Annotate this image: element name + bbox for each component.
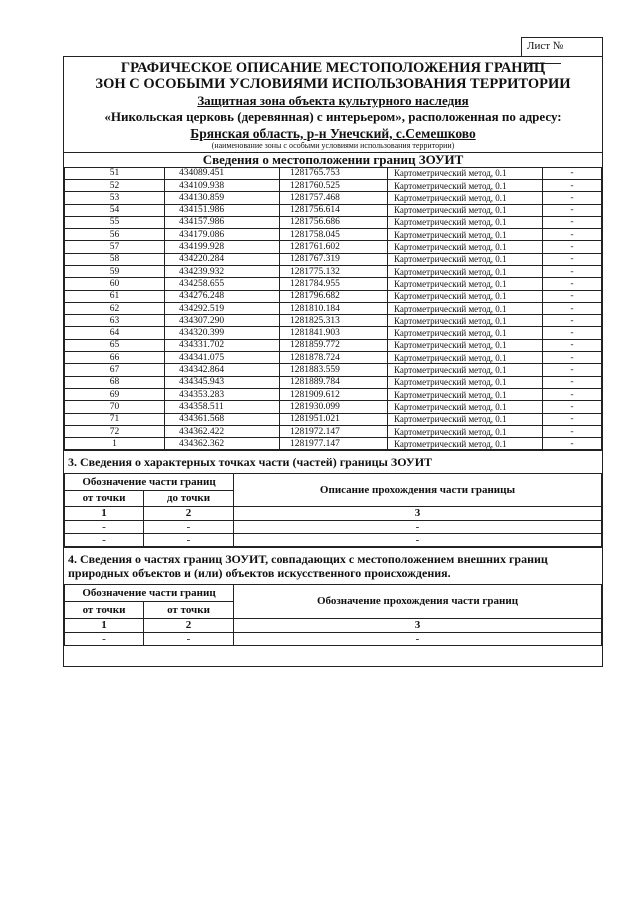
zone-type: Защитная зона объекта культурного наследия [197,93,469,109]
table-cell: - [543,401,602,413]
table-cell: 1281796.682 [280,290,388,302]
document-header [64,60,602,151]
table-cell: 434320.399 [165,327,280,339]
table-cell: 1281883.559 [280,364,388,376]
table-cell: - [543,327,602,339]
table-cell: 434307.290 [165,315,280,327]
table-cell: 434239.932 [165,266,280,278]
table-cell: 57 [65,241,165,253]
table-cell: Картометрический метод, 0.1 [388,376,543,388]
table-cell: 434151.986 [165,204,280,216]
table-cell: - [543,290,602,302]
table-cell: Картометрический метод, 0.1 [388,327,543,339]
table-cell: Картометрический метод, 0.1 [388,192,543,204]
table-cell: 53 [65,192,165,204]
title-line-1: ГРАФИЧЕСКОЕ ОПИСАНИЕ МЕСТОПОЛОЖЕНИЯ ГРАНИЦ [120,60,546,76]
table-cell: - [543,192,602,204]
table-cell: 1281972.147 [280,425,388,437]
table-cell: 63 [65,315,165,327]
table-cell: 67 [65,364,165,376]
section3-group-header: Обозначение части границ [65,473,234,490]
table-cell: 1281977.147 [280,438,388,450]
table-row [65,302,602,314]
table-cell: 66 [65,352,165,364]
table-row [65,352,602,364]
table-cell: 1281930.099 [280,401,388,413]
table-cell: - [543,339,602,351]
table-cell: 434341.075 [165,352,280,364]
table-cell: 434109.938 [165,179,280,191]
table-cell: Картометрический метод, 0.1 [388,179,543,191]
table-cell: 434179.086 [165,229,280,241]
table-cell: Картометрический метод, 0.1 [388,388,543,400]
table-cell: 70 [65,401,165,413]
table-cell: Картометрический метод, 0.1 [388,241,543,253]
table-row [65,253,602,265]
table-cell: - [543,167,602,179]
table-cell: - [543,413,602,425]
table-cell: 434089.451 [165,167,280,179]
table-cell: 1281756.614 [280,204,388,216]
table-row [65,327,602,339]
table-cell: Картометрический метод, 0.1 [388,266,543,278]
section4-num-3: 3 [234,618,602,632]
table-cell: 1281775.132 [280,266,388,278]
table-cell: Картометрический метод, 0.1 [388,204,543,216]
table-cell: 434361.568 [165,413,280,425]
table-cell: 1281761.602 [280,241,388,253]
table-row [65,290,602,302]
table-cell: 62 [65,302,165,314]
table-row [65,266,602,278]
table-row [65,278,602,290]
table-cell: 434353.283 [165,388,280,400]
section3-col-from: от точки [65,490,144,506]
table-cell: - [543,216,602,228]
section4-col-to: от точки [144,601,234,618]
table-cell: 434342.864 [165,364,280,376]
table-row [65,229,602,241]
table-row [65,315,602,327]
title-line-2: ЗОН С ОСОБЫМИ УСЛОВИЯМИ ИСПОЛЬЗОВАНИЯ ТЕРРИТОРИИ [95,76,571,93]
table-row [65,413,602,425]
table-cell: - [543,278,602,290]
table-row [65,241,602,253]
table-cell: 1281810.184 [280,302,388,314]
sheet-label: Лист № [527,40,564,52]
table-cell: - [234,632,602,645]
table-cell: 60 [65,278,165,290]
table-cell: 1281889.784 [280,376,388,388]
table-cell: - [65,520,144,533]
table-cell: - [543,253,602,265]
table-cell: - [543,364,602,376]
table-cell: 54 [65,204,165,216]
section4-desc-header: Обозначение прохождения части границ [234,584,602,618]
table-cell: 1281756.686 [280,216,388,228]
section4-table [64,584,602,646]
table-cell: 434258.655 [165,278,280,290]
table-cell: 434292.519 [165,302,280,314]
table-cell: - [543,425,602,437]
table-row [65,339,602,351]
table-cell: Картометрический метод, 0.1 [388,290,543,302]
table-cell: Картометрический метод, 0.1 [388,167,543,179]
table-row [65,438,602,450]
coordinates-table [64,167,602,451]
table-cell: - [543,302,602,314]
table-cell: - [234,520,602,533]
table-row [65,425,602,437]
table-cell: 434199.928 [165,241,280,253]
table-cell: 55 [65,216,165,228]
table-cell: 68 [65,376,165,388]
table-cell: 1281767.319 [280,253,388,265]
table-cell: 1281951.021 [280,413,388,425]
table-cell: 71 [65,413,165,425]
table-cell: Картометрический метод, 0.1 [388,216,543,228]
table-cell: - [234,533,602,546]
table-cell: Картометрический метод, 0.1 [388,229,543,241]
table-cell: 1281841.903 [280,327,388,339]
table-cell: 434276.248 [165,290,280,302]
table-cell: 434220.284 [165,253,280,265]
section4-col-from: от точки [65,601,144,618]
table-cell: 61 [65,290,165,302]
table-cell: 434130.859 [165,192,280,204]
sheet-number-box [521,37,603,57]
table-cell: - [65,533,144,546]
section4-title: 4. Сведения о частях границ ЗОУИТ, совпадающих с местоположением внешних границ природных объектов и (или) объектов искусственного происхождения. [64,547,602,584]
section3-table [64,473,602,547]
table-cell: - [144,533,234,546]
table-cell: 56 [65,229,165,241]
table-cell: Картометрический метод, 0.1 [388,339,543,351]
table-row [65,167,602,179]
table-cell: 64 [65,327,165,339]
table-cell: Картометрический метод, 0.1 [388,352,543,364]
table-cell: 1281757.468 [280,192,388,204]
table-cell: 72 [65,425,165,437]
table-row [65,179,602,191]
table-cell: 65 [65,339,165,351]
table-cell: - [543,315,602,327]
table-cell: 1281825.313 [280,315,388,327]
table-cell: Картометрический метод, 0.1 [388,401,543,413]
table-row [65,216,602,228]
table-cell: Картометрический метод, 0.1 [388,364,543,376]
document-frame [63,56,603,667]
section3-col-to: до точки [144,490,234,506]
table-cell: 434362.422 [165,425,280,437]
section3-num-2: 2 [144,506,234,520]
zone-object: «Никольская церковь (деревянная) с интерьером», расположенная по адресу: [104,109,562,125]
table-row [65,401,602,413]
table-cell: Картометрический метод, 0.1 [388,253,543,265]
table-row [65,192,602,204]
table-cell: 1281765.753 [280,167,388,179]
table-cell: 1281784.955 [280,278,388,290]
table-cell: 1281758.045 [280,229,388,241]
table-cell: 1281909.612 [280,388,388,400]
table-cell: 434345.943 [165,376,280,388]
table-cell: - [543,266,602,278]
table-cell: - [543,204,602,216]
table-cell: 1281878.724 [280,352,388,364]
table-cell: - [144,632,234,645]
table-cell: Картометрический метод, 0.1 [388,315,543,327]
table-cell: 1281859.772 [280,339,388,351]
table-cell: - [65,632,144,645]
table-cell: 434157.986 [165,216,280,228]
table-cell: 434358.511 [165,401,280,413]
section3-desc-header: Описание прохождения части границы [234,473,602,506]
table-cell: Картометрический метод, 0.1 [388,302,543,314]
table-cell: 434362.362 [165,438,280,450]
table-cell: - [543,229,602,241]
table-cell: 434331.702 [165,339,280,351]
table-cell: - [543,179,602,191]
table-cell: 58 [65,253,165,265]
table-cell: - [543,352,602,364]
section4-num-1: 1 [65,618,144,632]
table-cell: 51 [65,167,165,179]
table-cell: 1 [65,438,165,450]
section3-num-1: 1 [65,506,144,520]
section4-group-header: Обозначение части границ [65,584,234,601]
zone-caption: (наименование зоны с особыми условиями использования территории) [211,140,455,150]
section1-title: Сведения о местоположении границ ЗОУИТ [64,152,602,167]
table-row [65,364,602,376]
table-cell: 52 [65,179,165,191]
section3-title: 3. Сведения о характерных точках части (частей) границы ЗОУИТ [64,450,602,472]
table-cell: Картометрический метод, 0.1 [388,278,543,290]
table-cell: Картометрический метод, 0.1 [388,438,543,450]
table-cell: - [144,520,234,533]
table-cell: Картометрический метод, 0.1 [388,425,543,437]
section3-num-3: 3 [234,506,602,520]
table-cell: - [543,376,602,388]
table-row [65,388,602,400]
table-cell: Картометрический метод, 0.1 [388,413,543,425]
table-row [65,376,602,388]
table-cell: - [543,438,602,450]
zone-address: Брянская область, р-н Унечский, с.Семешково [190,125,476,141]
table-cell: 69 [65,388,165,400]
section4-num-2: 2 [144,618,234,632]
table-cell: 59 [65,266,165,278]
table-cell: - [543,241,602,253]
table-cell: 1281760.525 [280,179,388,191]
table-cell: - [543,388,602,400]
table-row [65,204,602,216]
